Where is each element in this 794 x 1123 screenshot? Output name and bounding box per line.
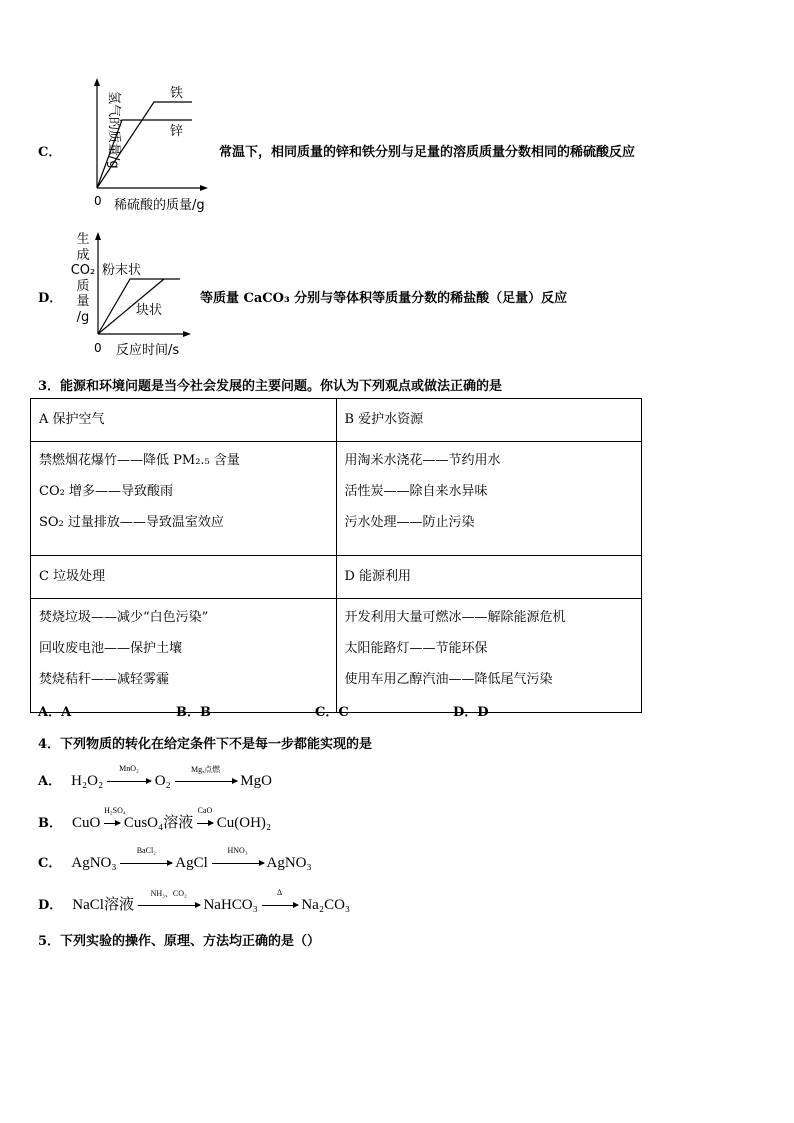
ylabel-line: 量 <box>76 294 90 309</box>
powder-label: 粉末状 <box>102 263 142 278</box>
ylabel-line: /g <box>76 309 90 325</box>
list-item: 太阳能路灯——节能环保 <box>344 641 488 656</box>
ylabel-line: 质 <box>76 278 90 294</box>
q3-cell-b-head: B 爱护水资源 <box>336 399 642 442</box>
ylabel-line: 生 <box>76 232 90 247</box>
formula: CusO₄溶液 <box>123 815 194 831</box>
reaction-arrow <box>175 765 237 790</box>
reaction-arrow <box>107 764 151 790</box>
q3-cell-c-items <box>31 599 337 713</box>
condition: BaCl₂ <box>136 846 156 855</box>
formula: MgO <box>240 773 272 789</box>
condition: HNO₃ <box>227 846 248 855</box>
option-c-xlabel: 稀硫酸的质量/g <box>114 198 205 213</box>
q3-table <box>30 398 642 713</box>
q4-option-d[interactable] <box>38 888 351 914</box>
formula: H₂O₂ <box>71 773 104 789</box>
formula: AgCl <box>175 855 208 871</box>
list-item: CO₂ 增多——导致酸雨 <box>39 484 173 499</box>
condition: Mg,点燃 <box>190 765 221 774</box>
origin-label: 0 <box>94 341 102 355</box>
q4-option-b-label: B． <box>38 816 62 831</box>
q4-option-c-label: C． <box>38 856 62 871</box>
option-d-label: D． <box>38 291 63 306</box>
q3-cell-d-items <box>336 599 642 713</box>
option-c-graph <box>70 78 220 218</box>
q3-cell-a-items <box>31 442 337 556</box>
block-label: 块状 <box>136 303 163 318</box>
choice-b[interactable]: B．B <box>176 705 211 720</box>
ylabel-line: 成 <box>76 247 90 263</box>
q5-stem: 5．下列实验的操作、原理、方法均正确的是（） <box>38 934 321 949</box>
q4-option-b[interactable] <box>38 806 272 832</box>
option-c-ylabel-text: 氢气的质量/g <box>106 91 121 169</box>
option-d-xlabel: 反应时间/s <box>116 343 180 358</box>
list-item: 使用车用乙醇汽油——降低尾气污染 <box>344 672 553 687</box>
x-axis-arrow <box>183 331 191 337</box>
condition: MnO₂ <box>119 764 139 773</box>
formula: CuO <box>72 815 101 831</box>
zinc-label: 锌 <box>170 124 184 139</box>
choice-a[interactable]: A．A <box>38 705 72 720</box>
origin-label: 0 <box>94 194 102 208</box>
list-item: 回收废电池——保护土壤 <box>39 641 183 656</box>
option-c-label: C． <box>38 145 62 160</box>
q3-cell-a-head: A 保护空气 <box>31 399 337 442</box>
formula: NaCl溶液 <box>72 897 134 913</box>
reaction-arrow <box>120 846 172 872</box>
q4-option-d-label: D． <box>38 898 63 913</box>
iron-label: 铁 <box>170 86 184 101</box>
list-item: 开发利用大量可燃冰——解除能源危机 <box>344 610 566 625</box>
y-axis-arrow <box>94 78 100 86</box>
y-axis-arrow <box>95 232 101 240</box>
option-d-graph <box>90 232 200 362</box>
reaction-arrow <box>138 889 200 914</box>
reaction-arrow <box>212 846 264 872</box>
formula: O₂ <box>154 773 171 789</box>
q4-stem: 4．下列物质的转化在给定条件下不是每一步都能实现的是 <box>38 737 373 752</box>
formula: NaHCO₃ <box>203 897 258 913</box>
list-item: 焚烧秸秆——减轻雾霾 <box>39 672 170 687</box>
x-axis-arrow <box>200 185 208 191</box>
formula: Cu(OH)₂ <box>216 815 272 831</box>
formula: AgNO₃ <box>71 855 117 871</box>
list-item: 焚烧垃圾——减少“白色污染” <box>39 610 209 625</box>
choice-d[interactable]: D．D <box>453 705 489 720</box>
q3-stem: 3．能源和环境问题是当今社会发展的主要问题。你认为下列观点或做法正确的是 <box>38 379 503 394</box>
q3-cell-b-items <box>336 442 642 556</box>
reaction-arrow <box>104 806 126 832</box>
formula: Na₂CO₃ <box>301 897 351 913</box>
q4-option-c[interactable] <box>38 846 312 872</box>
q4-option-a-label: A． <box>38 774 62 789</box>
condition: H₂SO₄ <box>104 806 126 815</box>
condition: NH₃、CO₂ <box>150 889 187 898</box>
list-item: 污水处理——防止污染 <box>344 515 475 530</box>
option-c-description: 常温下，相同质量的锌和铁分别与足量的溶质质量分数相同的稀硫酸反应 <box>219 145 636 160</box>
list-item: 用淘米水浇花——节约用水 <box>344 453 501 468</box>
formula: AgNO₃ <box>266 855 312 871</box>
q4-option-a[interactable] <box>38 764 272 790</box>
q3-cell-c-head: C 垃圾处理 <box>31 556 337 599</box>
option-d-description: 等质量 CaCO₃ 分别与等体积等质量分数的稀盐酸（足量）反应 <box>200 291 568 306</box>
list-item: 活性炭——除自来水异味 <box>344 484 488 499</box>
list-item: SO₂ 过量排放——导致温室效应 <box>39 515 224 530</box>
condition: CaO <box>197 806 213 815</box>
ylabel-line: CO₂ <box>70 263 96 278</box>
q3-cell-d-head: D 能源利用 <box>336 556 642 599</box>
condition: Δ <box>277 888 283 897</box>
list-item: 禁燃烟花爆竹——降低 PM₂.₅ 含量 <box>39 453 240 468</box>
reaction-arrow <box>262 888 298 914</box>
reaction-arrow <box>197 806 213 832</box>
choice-c[interactable]: C．C <box>315 705 349 720</box>
